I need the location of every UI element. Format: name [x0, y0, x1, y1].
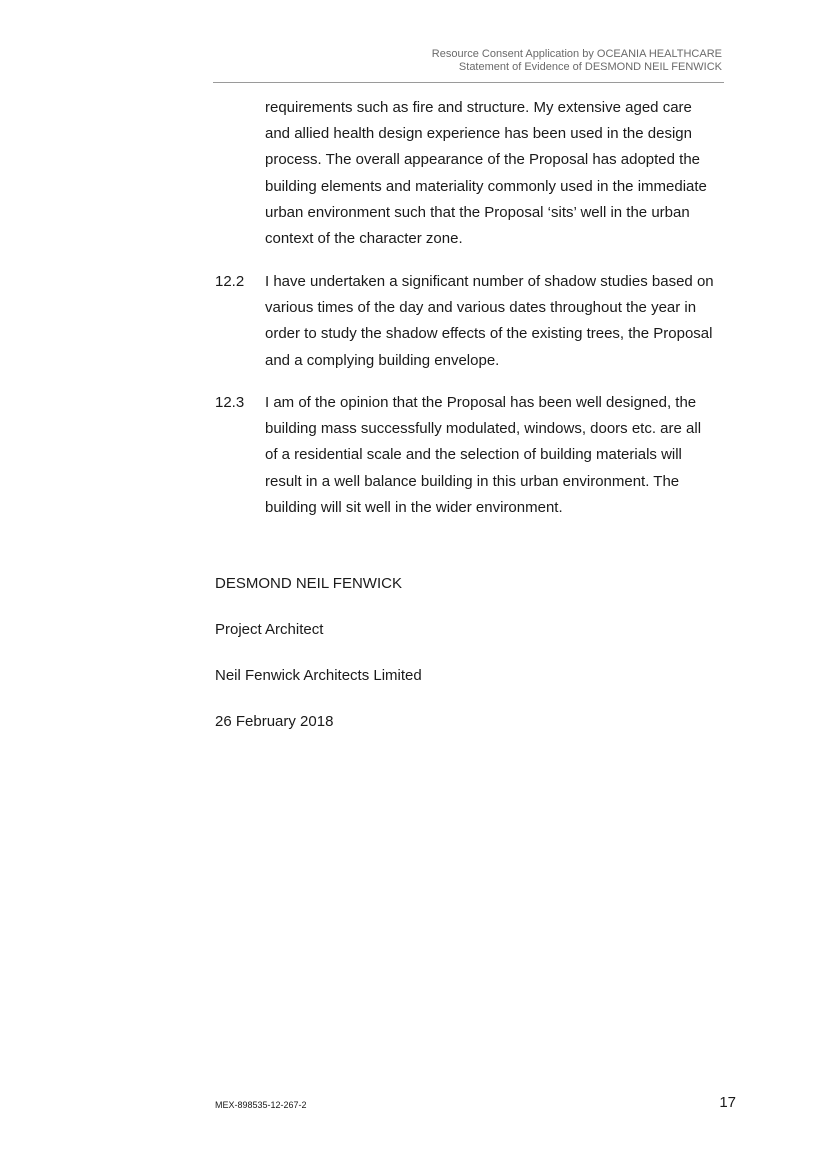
paragraph-line: building mass successfully modulated, windows, doors etc. are all	[265, 420, 702, 438]
paragraph-line: result in a well balance building in this urban environment. The	[265, 472, 680, 490]
paragraph-line: building elements and materiality commonly used in the immediate	[265, 177, 707, 195]
paragraph-line: building will sit well in the wider environment.	[265, 498, 563, 516]
paragraph-number: 12.2	[215, 273, 245, 290]
signature-date: 26 February 2018	[215, 713, 334, 730]
paragraph-line: context of the character zone.	[265, 230, 463, 248]
paragraph-line: requirements such as fire and structure. My extensive aged care	[265, 99, 692, 116]
paragraph-line: and a complying building envelope.	[265, 351, 500, 369]
header-divider	[213, 82, 724, 83]
document-reference: MEX-898535-12-267-2	[215, 1100, 307, 1110]
paragraph-line: of a residential scale and the selection of building materials will	[265, 446, 682, 464]
header-line-application: Resource Consent Application by OCEANIA HEALTHCARE	[431, 48, 722, 60]
paragraph-number: 12.3	[215, 394, 245, 411]
paragraph-line: process. The overall appearance of the Proposal has adopted the	[265, 151, 701, 169]
document-header	[432, 48, 722, 74]
paragraph-line: I am of the opinion that the Proposal has been well designed, the	[265, 394, 697, 411]
signatory-role: Project Architect	[215, 621, 324, 638]
paragraph-line: and allied health design experience has been used in the design	[265, 125, 692, 143]
signatory-company: Neil Fenwick Architects Limited	[215, 667, 422, 684]
paragraph-line: I have undertaken a significant number of shadow studies based on	[265, 273, 714, 290]
header-line-statement: Statement of Evidence of DESMOND NEIL FENWICK	[458, 61, 722, 73]
paragraph-line: order to study the shadow effects of the existing trees, the Proposal	[265, 325, 713, 343]
paragraph-line: various times of the day and various dates throughout the year in	[265, 299, 697, 317]
signatory-name: DESMOND NEIL FENWICK	[215, 575, 402, 592]
paragraph-line: urban environment such that the Proposal ‘sits’ well in the urban	[265, 203, 690, 221]
page-number: 17	[719, 1094, 736, 1111]
